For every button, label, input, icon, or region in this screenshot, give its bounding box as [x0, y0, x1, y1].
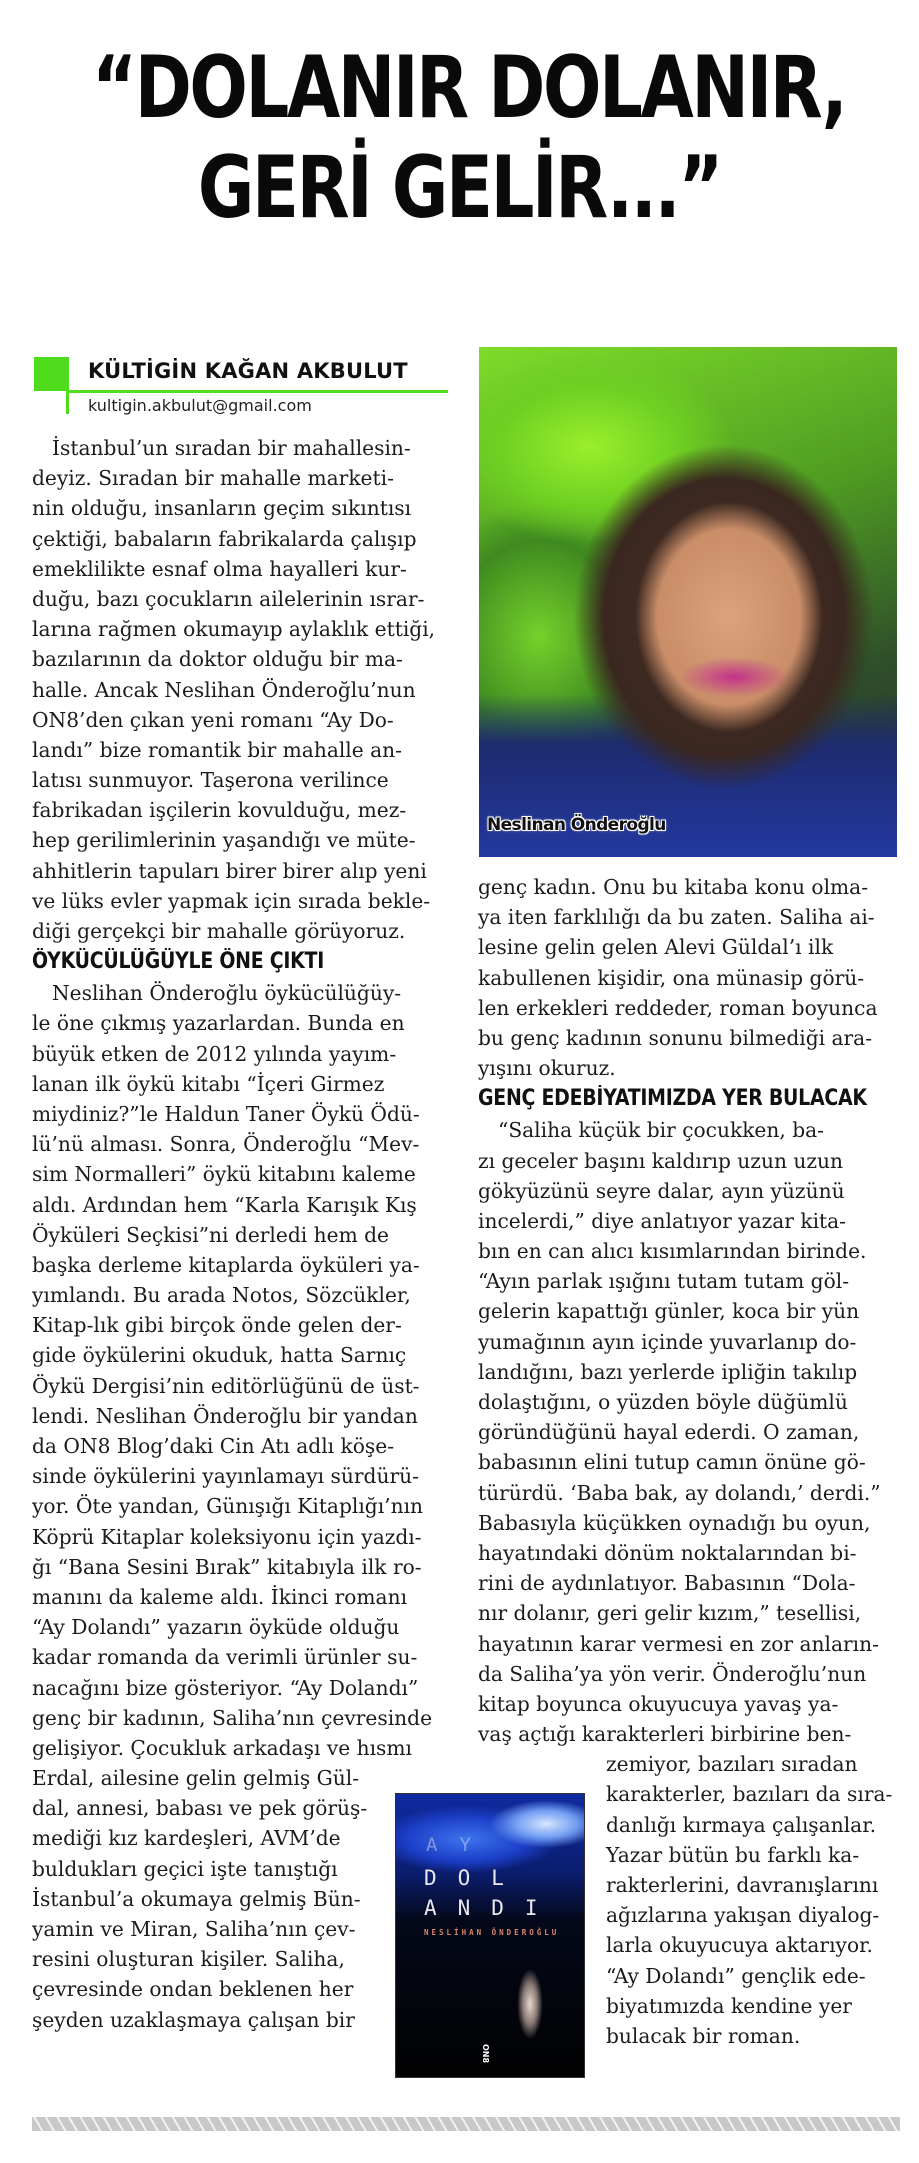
article-text-line: lesine gelin gelen Alevi Güldal’ı ilk: [478, 935, 834, 960]
article-text-line: İstanbul’un sıradan bir mahallesin-: [52, 436, 411, 460]
article-text-line: ya iten farklılığı da bu zaten. Saliha ai-: [478, 905, 875, 930]
article-text-line: sinde öykülerini yayınlamayı sürdürü-: [32, 1464, 419, 1489]
article-text-line: yamin ve Miran, Saliha’nın çev-: [32, 1917, 356, 1941]
article-text-line: emeklilikte esnaf olma hayalleri kur-: [32, 556, 407, 581]
article-text-line: landı” bize romantik bir mahalle an-: [32, 737, 402, 762]
article-text-line: bın en can alıcı kısımlarından birinde.: [478, 1239, 867, 1264]
article-text-line: nin olduğu, insanların geçim sıkıntısı: [32, 496, 412, 521]
article-text-line: kabullenen kişidir, ona münasip görü-: [478, 965, 865, 990]
article-text-line: rini de aydınlatıyor. Babasının “Dola-: [478, 1571, 856, 1596]
article-text-line: lendi. Neslihan Önderoğlu bir yandan: [32, 1403, 418, 1428]
article-text-line: şeyden uzaklaşmaya çalışan bir: [32, 2007, 355, 2032]
article-text-line: bu genç kadının sonunu bilmediği ara-: [478, 1025, 873, 1050]
article-text-line: nacağını bize gösteriyor. “Ay Dolandı”: [32, 1675, 419, 1700]
article-text-line: Neslihan Önderoğlu öykücülüğüy-: [52, 981, 402, 1006]
article-text-line: hayatındaki dönüm noktalarından bi-: [478, 1540, 857, 1565]
article-text-line: ON8’den çıkan yeni romanı “Ay Do-: [32, 707, 394, 732]
article-text-line: ahhitlerin tapuları birer birer alıp yeni: [32, 858, 427, 883]
byline-accent-vertical-rule: [66, 357, 69, 414]
photo-caption: Neslinan Önderoğlu: [487, 815, 666, 835]
article-text-line: larla okuyucuya aktarıyor.: [606, 1933, 873, 1958]
book-cover-title-top: AY: [426, 1834, 493, 1856]
article-text-line: larına rağmen okumayıp aylaklık ettiği,: [32, 617, 436, 642]
article-text-line: len erkekleri reddeder, roman boyunca: [478, 995, 878, 1020]
article-text-line: incelerdi,” diye anlatıyor yazar kita-: [478, 1208, 847, 1233]
article-text-line: dolaştığını, o yüzden böyle düğümlü: [478, 1390, 848, 1414]
byline-accent-square: [34, 357, 68, 391]
article-text-line: dal, annesi, babası ve pek görüş-: [32, 1796, 368, 1821]
headline: [91, 38, 846, 238]
article-text-line: kitap boyunca okuyucuya yavaş ya-: [478, 1691, 839, 1716]
article-text-line: kadar romanda da verimli ürünler su-: [32, 1645, 418, 1670]
article-text-line: fabrikadan işçilerin kovulduğu, mez-: [32, 798, 407, 823]
article-text-line: halle. Ancak Neslihan Önderoğlu’nun: [32, 677, 416, 702]
article-text-line: gökyüzünü seyre dalar, ayın yüzünü: [478, 1178, 845, 1203]
article-text-line: zemiyor, bazıları sıradan: [606, 1752, 858, 1777]
article-text-line: Kitap-lık gibi birçok önde gelen der-: [32, 1313, 402, 1338]
article-text-line: le öne çıkmış yazarlardan. Bunda en: [32, 1011, 405, 1036]
article-text-line: manını da kaleme aldı. İkinci romanı: [32, 1584, 408, 1609]
article-text-line: da ON8 Blog’daki Cin Atı adlı köşe-: [32, 1434, 395, 1458]
book-cover-image: [395, 1793, 585, 2078]
article-text-line: resini oluşturan kişiler. Saliha,: [32, 1947, 345, 1972]
article-text-line: lanan ilk öykü kitabı “İçeri Girmez: [32, 1071, 385, 1096]
book-cover-title-line-2: ANDI: [424, 1896, 559, 1920]
article-text-line: nır dolanır, geri gelir kızım,” tesellisi,: [478, 1601, 862, 1626]
article-text-line: buldukları geçici işte tanıştığı: [32, 1856, 338, 1881]
section-subheading: GENÇ EDEBİYATIMIZDA YER BULACAK: [478, 1086, 867, 1112]
article-text-line: bulacak bir roman.: [606, 2023, 801, 2048]
article-text-line: genç kadın. Onu bu kitaba konu olma-: [478, 875, 869, 899]
publisher-logo: ON8: [481, 2043, 491, 2064]
article-text-line: çevresinde ondan beklenen her: [32, 1977, 354, 2002]
article-text-line: duğu, bazı çocukların ailelerinin ısrar-: [32, 586, 425, 611]
article-text-line: yor. Öte yandan, Günışığı Kitaplığı’nın: [32, 1494, 424, 1519]
article-text-line: gelişiyor. Çocukluk arkadaşı ve hısmı: [32, 1735, 413, 1760]
article-text-line: rakterlerini, davranışlarını: [606, 1873, 879, 1897]
book-cover-author: NESLİHAN ÖNDEROĞLU: [424, 1928, 560, 1937]
article-text-line: landığını, bazı yerlerde ipliğin takılıp: [478, 1359, 858, 1384]
article-text-line: aldı. Ardından hem “Karla Karışık Kış: [32, 1192, 417, 1217]
article-text-line: yımlandı. Bu arada Notos, Sözcükler,: [32, 1283, 411, 1308]
article-text-line: “Saliha küçük bir çocukken, ba-: [498, 1118, 824, 1143]
article-text-line: Babasıyla küçükken oynadığı bu oyun,: [478, 1510, 871, 1535]
article-text-line: bazılarının da doktor olduğu bir ma-: [32, 647, 403, 672]
article-text-line: yışını okuruz.: [478, 1056, 616, 1081]
article-text-line: zı geceler başını kaldırıp uzun uzun: [478, 1148, 844, 1173]
article-text-line: çektiği, babaların fabrikalarda çalışıp: [32, 526, 417, 551]
byline-accent-horizontal-rule: [66, 390, 448, 393]
article-text-line: Köprü Kitaplar koleksiyonu için yazdı-: [32, 1524, 422, 1549]
article-text-line: ve lüks evler yapmak için sırada bekle-: [32, 888, 431, 913]
article-text-line: biyatımızda kendine yer: [606, 1993, 852, 2018]
article-text-line: gide öykülerini okuduk, hatta Sarnıç: [32, 1343, 407, 1368]
article-text-line: büyük etken de 2012 yılında yayım-: [32, 1041, 397, 1066]
article-text-line: “Ay Dolandı” yazarın öyküde olduğu: [32, 1615, 400, 1640]
article-text-line: hayatının karar vermesi en zor anların-: [478, 1631, 879, 1656]
article-text-line: latısı sunmuyor. Taşerona verilince: [32, 768, 389, 793]
article-text-line: danlığı kırmaya çalışanlar.: [606, 1812, 877, 1837]
article-text-line: gelerin kapattığı günler, koca bir yün: [478, 1299, 860, 1324]
book-cover-face-illustration: [500, 1962, 544, 2074]
article-text-line: Öykü Dergisi’nin editörlüğünü de üst-: [32, 1373, 420, 1398]
headline-line-1: “DOLANIR DOLANIR,: [91, 38, 846, 138]
footer-hatched-divider: [32, 2117, 900, 2131]
article-text-line: babasının elini tutup camın önüne gö-: [478, 1450, 866, 1475]
headline-line-2: GERİ GELİR...”: [197, 138, 722, 238]
article-text-line: genç bir kadının, Saliha’nın çevresinde: [32, 1705, 433, 1730]
author-email[interactable]: kultigin.akbulut@gmail.com: [88, 396, 312, 415]
article-text-line: ağızlarına yakışan diyalog-: [606, 1903, 880, 1928]
article-text-line: vaş açtığı karakterleri birbirine ben-: [478, 1722, 852, 1747]
article-text-line: “Ayın parlak ışığını tutam tutam göl-: [478, 1269, 850, 1294]
article-text-line: Erdal, ailesine gelin gelmiş Gül-: [32, 1766, 360, 1791]
book-cover-title-line-1: DOL: [424, 1866, 525, 1890]
article-text-line: lü’nü alması. Sonra, Önderoğlu “Mev-: [32, 1132, 420, 1157]
article-text-line: yumağının ayın içinde yuvarlanıp do-: [478, 1329, 857, 1354]
article-text-line: hep gerilimlerinin yaşandığı ve müte-: [32, 828, 416, 853]
article-text-line: mediği kız kardeşleri, AVM’de: [32, 1826, 341, 1851]
article-text-line: İstanbul’a okumaya gelmiş Bün-: [32, 1886, 361, 1911]
article-text-line: sim Normalleri” öykü kitabını kaleme: [32, 1162, 416, 1187]
article-text-line: “Ay Dolandı” gençlik ede-: [606, 1963, 866, 1988]
article-text-line: miydiniz?”le Haldun Taner Öykü Ödü-: [32, 1101, 420, 1126]
article-text-line: deyiz. Sıradan bir mahalle marketi-: [32, 466, 394, 491]
article-text-line: başka derleme kitaplarda öyküleri ya-: [32, 1252, 420, 1277]
article-text-line: da Saliha’ya yön verir. Önderoğlu’nun: [478, 1661, 867, 1686]
article-text-line: diği gerçekçi bir mahalle görüyoruz.: [32, 919, 406, 943]
article-column-left: [32, 433, 452, 2035]
article-text-line: Yazar bütün bu farklı ka-: [606, 1842, 860, 1867]
section-subheading: ÖYKÜCÜLÜĞÜYLE ÖNE ÇIKTI: [32, 949, 324, 975]
author-name: KÜLTİGİN KAĞAN AKBULUT: [88, 359, 408, 383]
article-text-line: türürdü. ‘Baba bak, ay dolandı,’ derdi.”: [478, 1480, 881, 1505]
article-text-line: Öyküleri Seçkisi”ni derledi hem de: [32, 1222, 389, 1247]
article-text-line: göründüğünü hayal ederdi. O zaman,: [478, 1420, 860, 1445]
author-photo: [479, 347, 897, 857]
article-text-line: karakterler, bazıları da sıra-: [606, 1782, 893, 1807]
article-text-line: ğı “Bana Sesini Bırak” kitabıyla ilk ro-: [32, 1554, 422, 1579]
